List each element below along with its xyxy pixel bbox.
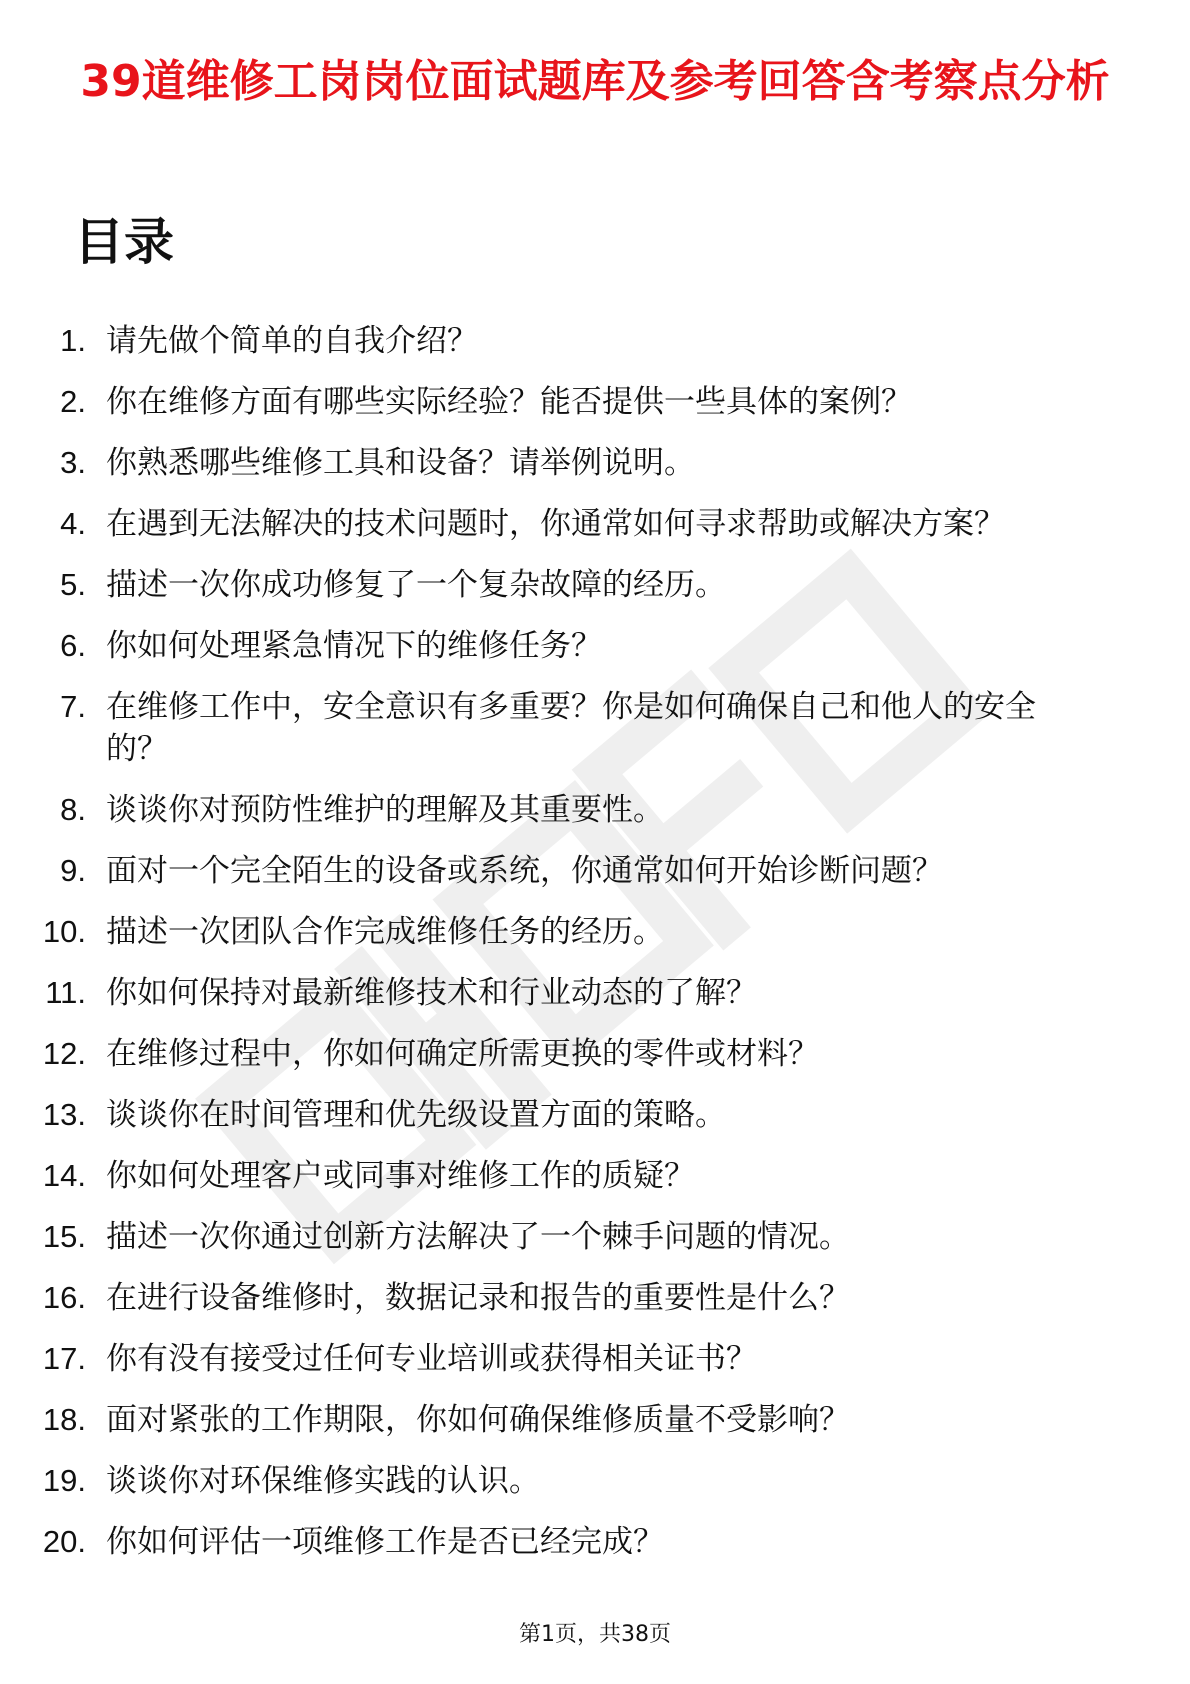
toc-item-number: 2. [60,384,86,419]
toc-item-text: 你在维修方面有哪些实际经验？能否提供一些具体的案例？ [106,384,912,420]
toc-item[interactable] [0,625,1190,667]
toc-item-text: 面对紧张的工作期限，你如何确保维修质量不受影响？ [106,1402,850,1438]
toc-item-number: 9. [60,853,86,888]
toc-item[interactable] [0,1216,1190,1258]
toc-item[interactable] [0,1033,1190,1075]
toc-item[interactable] [0,320,1190,362]
toc-item-number: 20. [42,1524,86,1559]
toc-item-number: 7. [60,689,86,724]
toc-item[interactable] [0,789,1190,831]
toc-item-number: 16. [42,1280,86,1315]
toc-item[interactable] [0,850,1190,892]
toc-item-number: 10. [42,914,86,949]
toc-item-text: 你有没有接受过任何专业培训或获得相关证书？ [106,1341,757,1377]
toc-item[interactable] [0,1155,1190,1197]
toc-item-number: 14. [42,1158,86,1193]
toc-item-number: 15. [42,1219,86,1254]
toc-item[interactable] [0,911,1190,953]
toc-item-text: 在进行设备维修时，数据记录和报告的重要性是什么？ [106,1280,850,1316]
toc-item-text: 在遇到无法解决的技术问题时，你通常如何寻求帮助或解决方案？ [106,506,1005,542]
toc-item-text: 在维修过程中，你如何确定所需更换的零件或材料？ [106,1036,819,1072]
toc-item-number: 18. [42,1402,86,1437]
toc-item[interactable] [0,564,1190,606]
toc-item[interactable] [0,1094,1190,1136]
document-title: 39道维修工岗岗位面试题库及参考回答含考察点分析 [80,56,1110,107]
toc-item[interactable] [0,1277,1190,1319]
toc-item-text: 你如何评估一项维修工作是否已经完成？ [106,1524,664,1560]
toc-item-text: 谈谈你对环保维修实践的认识。 [106,1463,540,1499]
toc-item[interactable] [0,1460,1190,1502]
toc-list [0,320,1190,1582]
toc-item[interactable] [0,381,1190,423]
toc-item-text: 面对一个完全陌生的设备或系统，你通常如何开始诊断问题？ [106,853,943,889]
toc-item-text: 描述一次你成功修复了一个复杂故障的经历。 [106,567,726,603]
toc-item[interactable] [0,686,1190,770]
toc-item-number: 8. [60,792,86,827]
toc-item-text: 你如何处理紧急情况下的维修任务？ [106,628,602,664]
toc-item-number: 13. [42,1097,86,1132]
toc-item-text: 描述一次团队合作完成维修任务的经历。 [106,914,664,950]
toc-item[interactable] [0,1399,1190,1441]
toc-item-text: 在维修工作中，安全意识有多重要？你是如何确保自己和他人的安全的？ [106,689,1036,767]
toc-item[interactable] [0,503,1190,545]
toc-item-number: 11. [45,975,86,1010]
toc-item-number: 5. [60,567,86,602]
toc-item-number: 12. [42,1036,86,1071]
toc-item-text: 你如何处理客户或同事对维修工作的质疑？ [106,1158,695,1194]
toc-item[interactable] [0,972,1190,1014]
toc-item-text: 谈谈你在时间管理和优先级设置方面的策略。 [106,1097,726,1133]
page-number-footer: 第1页，共38页 [519,1622,671,1647]
toc-item-number: 1. [60,323,86,358]
toc-item-text: 请先做个简单的自我介绍？ [106,323,478,359]
toc-item-number: 3. [60,445,86,480]
toc-item[interactable] [0,1521,1190,1563]
toc-item[interactable] [0,1338,1190,1380]
toc-item-text: 你熟悉哪些维修工具和设备？请举例说明。 [106,445,695,481]
toc-item-number: 6. [60,628,86,663]
toc-item-text: 描述一次你通过创新方法解决了一个棘手问题的情况。 [106,1219,850,1255]
toc-heading: 目录 [74,213,174,271]
toc-item-number: 19. [42,1463,86,1498]
toc-item[interactable] [0,442,1190,484]
toc-item-number: 4. [60,506,86,541]
toc-item-number: 17. [42,1341,86,1376]
toc-item-text: 你如何保持对最新维修技术和行业动态的了解？ [106,975,757,1011]
toc-item-text: 谈谈你对预防性维护的理解及其重要性。 [106,792,664,828]
